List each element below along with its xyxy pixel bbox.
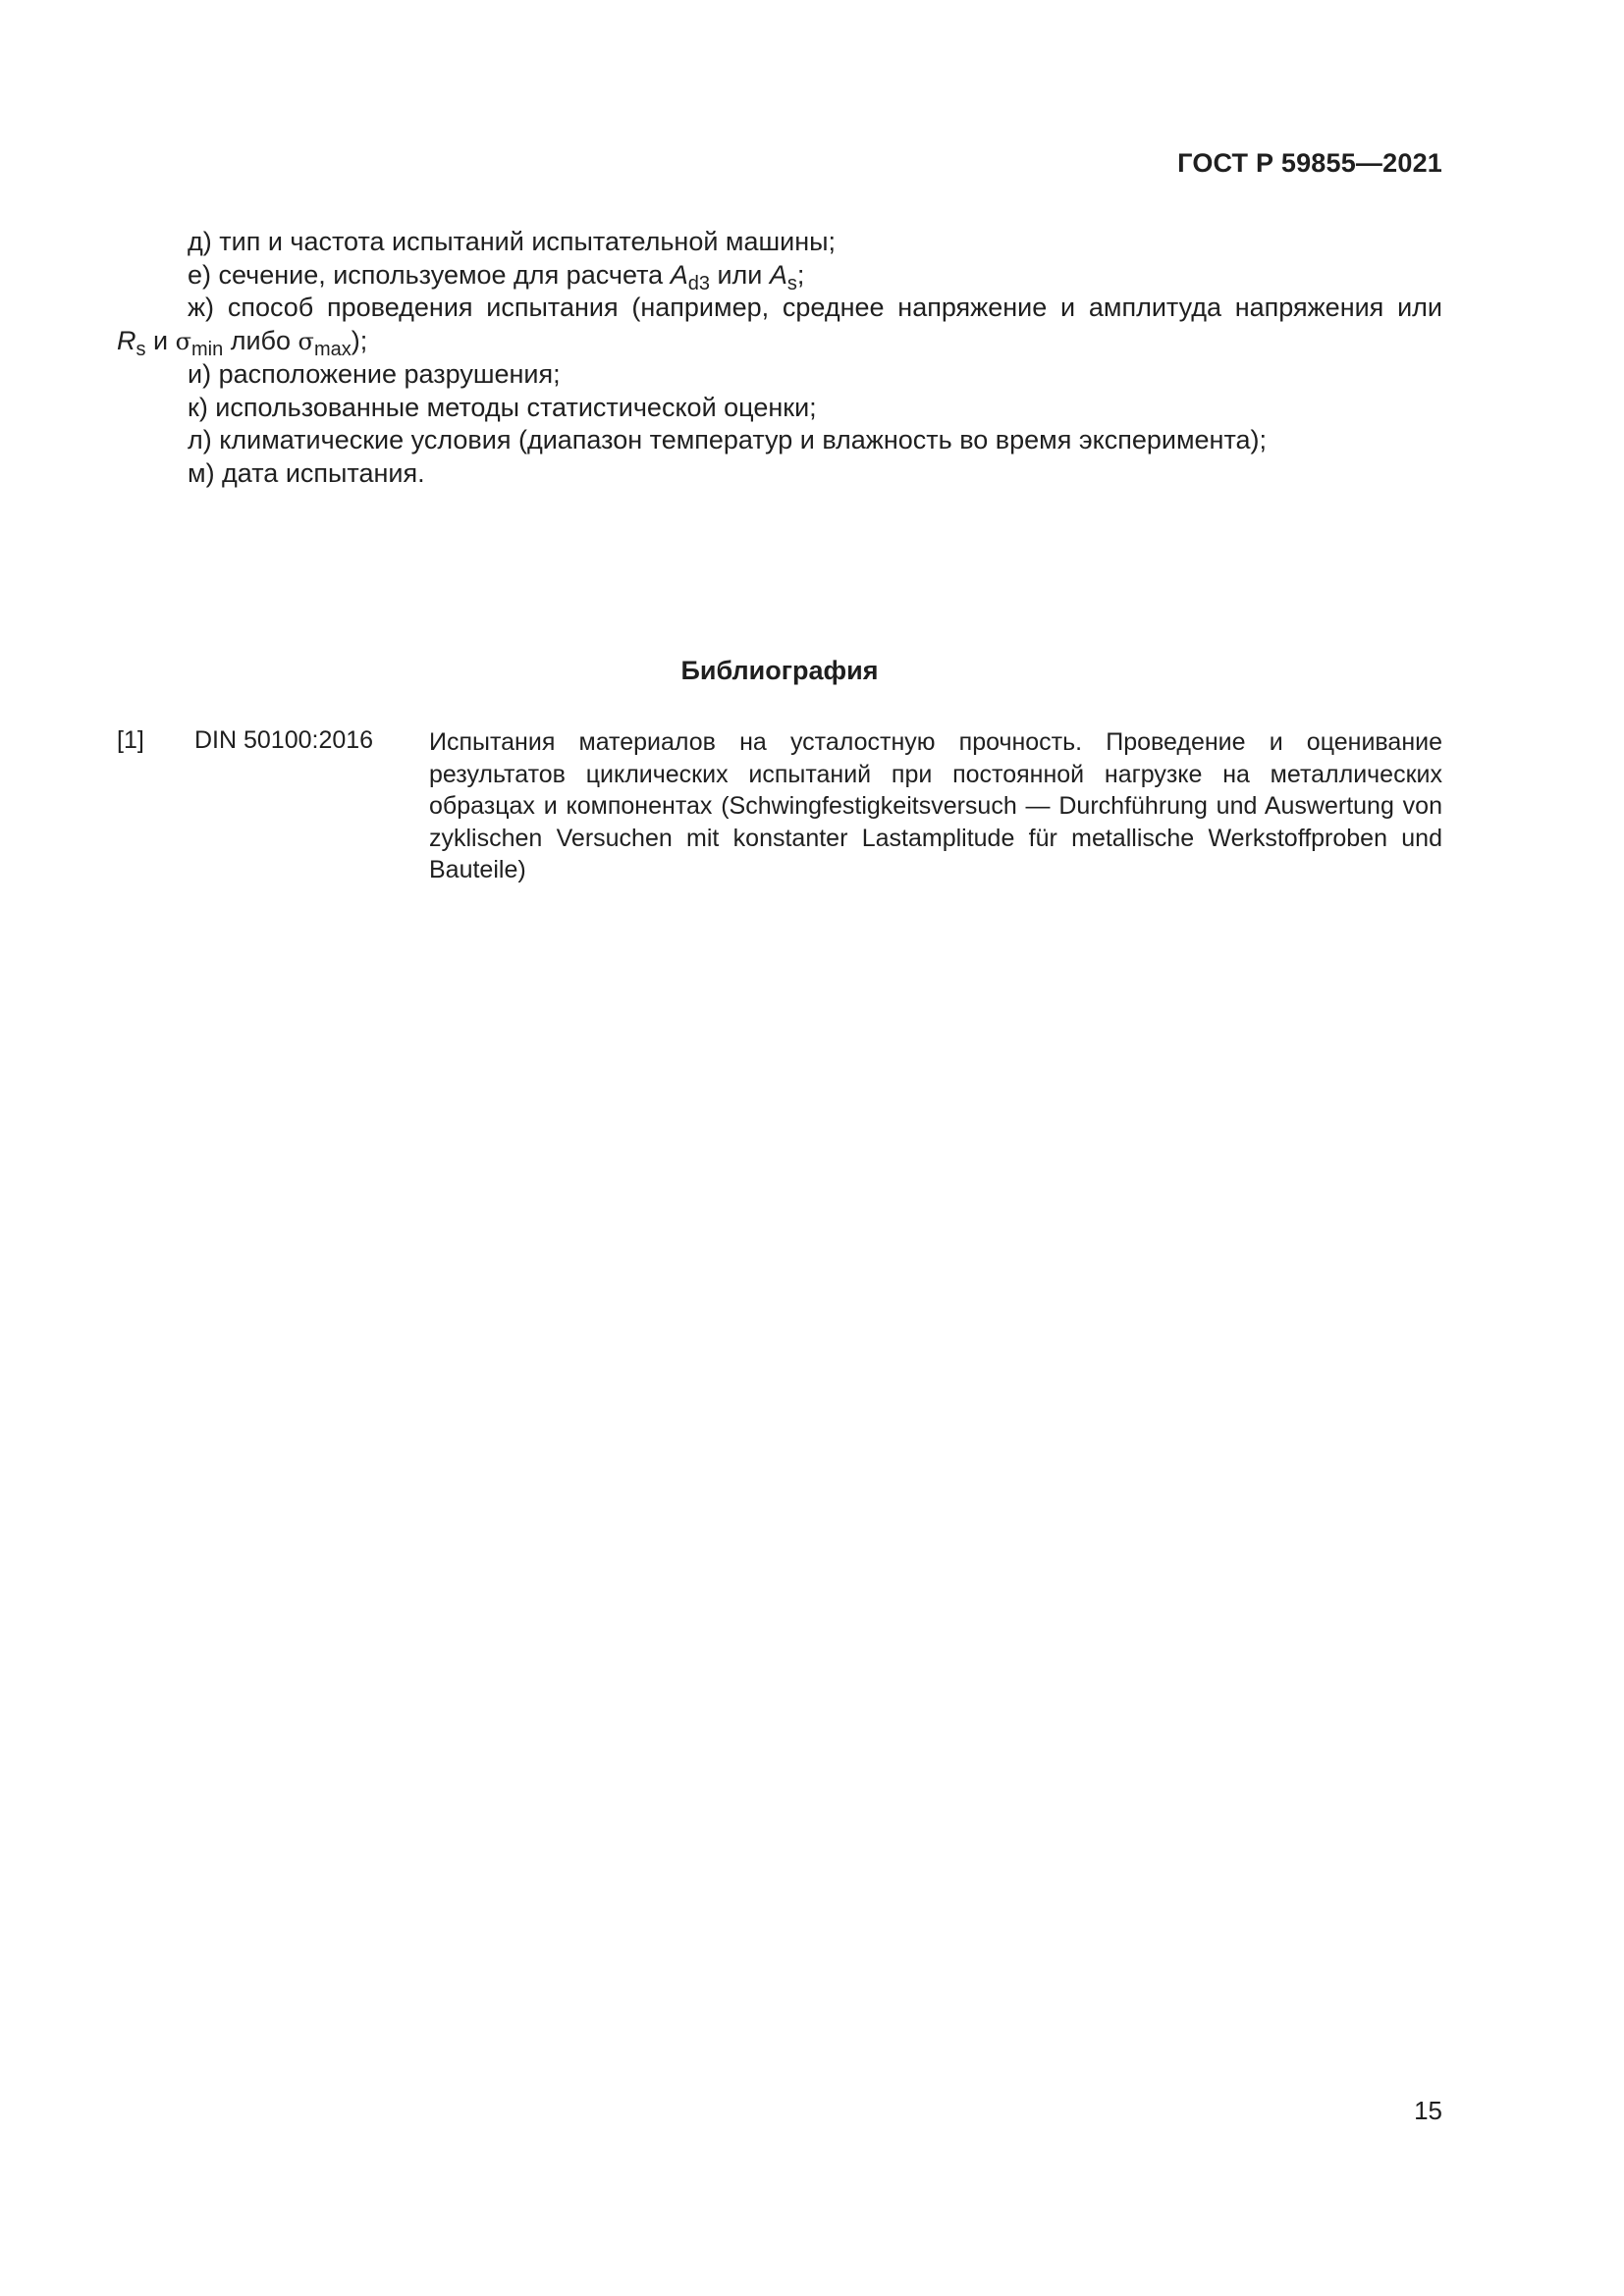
list-item-e: е) сечение, используемое для расчета $A_{d3}$ или $A_s$;: [188, 259, 805, 294]
list-item-m: м) дата испытания.: [188, 457, 425, 488]
bibliography-entry-number: [1]: [117, 726, 144, 754]
variable-r: R: [117, 325, 136, 355]
list-item-k: к) использованные методы статистической оценки;: [188, 392, 817, 422]
variable-a: A: [769, 259, 787, 290]
sigma-symbol: σ: [175, 327, 191, 355]
document-code-header: ГОСТ Р 59855—2021: [1177, 148, 1442, 178]
bibliography-entry-code: DIN 50100:2016: [194, 726, 374, 754]
list-item-i: и) расположение разрушения;: [188, 359, 561, 389]
bibliography-title: Библиография: [680, 656, 879, 685]
bibliography-entry-text: Испытания материалов на усталостную прочность. Проведение и оценивание результатов циклических испытаний при постоянной нагрузке на металлических образцах и компонентах (Schwingfestigkeitsversuch — Durchführung und Auswertung von zyklischen Versuchen mit konstanter Lastamplitude für metallische Werkstoffproben und Bauteile): [429, 728, 1442, 883]
subscript-d3: d3: [687, 272, 710, 294]
list-item-d: д) тип и частота испытаний испытательной машины;: [188, 227, 837, 256]
page-number: 15: [1414, 2096, 1442, 2125]
test-report-list: [117, 226, 1442, 490]
list-item-l: л) климатические условия (диапазон температур и влажность во время эксперимента);: [188, 425, 1268, 454]
list-item-zh-line2: $R_s$ и $\sigma_{min}$ либо $\sigma_{max}$);: [117, 325, 368, 360]
list-item-zh-line1: ж) способ проведения испытания (например, среднее напряжение и амплитуда напряжения или: [188, 293, 1442, 322]
subscript-s: s: [786, 272, 797, 294]
variable-a: A: [670, 259, 688, 290]
sigma-symbol: σ: [298, 327, 314, 355]
